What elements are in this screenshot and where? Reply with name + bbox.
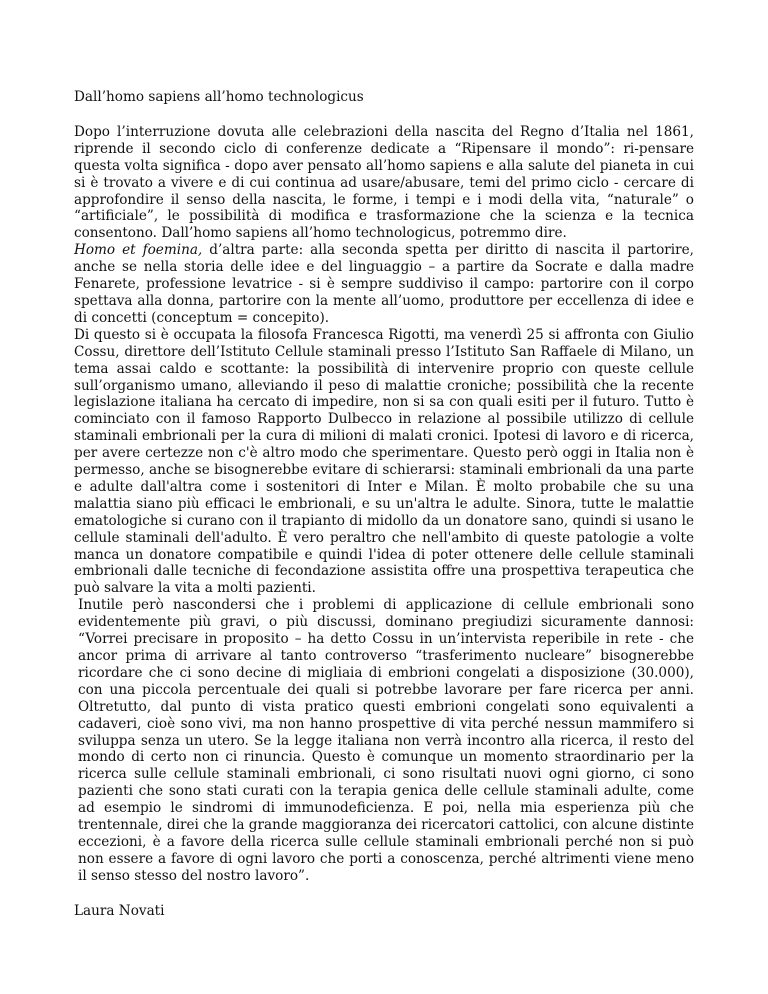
italic-phrase: Homo et foemina, xyxy=(74,242,203,259)
paragraph-cossu: Di questo si è occupata la filosofa Francesca Rigotti, ma venerdì 25 si affronta con Giulio Cossu, direttore dell’Istituto Cellule staminali presso l’Istituto San Raffaele di Milano, un tema assai caldo e scottante: la possibilità di intervenire proprio con queste cellule sull’organismo umano, alleviando il peso di malattie croniche; possibilità che la recente legislazione italiana ha cercato di impedire, non si sa con quali esiti per il futuro. Tutto è cominciato con il famoso Rapporto Dulbecco in relazione al possibile utilizzo di cellule staminali embrionali per la cura di milioni di malati cronici. Ipotesi di lavoro e di ricerca, per avere certezze non c'è altro modo che sperimentare. Questo però oggi in Italia non è permesso, anche se bisognerebbe evitare di schierarsi: staminali embrionali da una parte e adulte dall'altra come i sostenitori di Inter e Milan. È molto probabile che su una malattia siano più efficaci le embrionali, e su un'altra le adulte. Sinora, tutte le malattie ematologiche si curano con il trapianto di midollo da un donatore sano, quindi si usano le cellule staminali dell'adulto. È vero peraltro che nell'ambito di queste patologie a volte manca un donatore compatibile e quindi l'idea di poter ottenere delle cellule staminali embrionali dalle tecniche di fecondazione assistita offre una prospettiva terapeutica che può salvare la vita a molti pazienti. xyxy=(74,326,694,597)
document-page xyxy=(74,89,694,920)
document-title: Dall’homo sapiens all’homo technologicus xyxy=(74,89,364,105)
paragraph-intro: Dopo l’interruzione dovuta alle celebrazioni della nascita del Regno d’Italia nel 1861, riprende il secondo ciclo di conferenze dedicate a “Ripensare il mondo”: ri-pensare questa volta significa - dopo aver pensato all’homo sapiens e alla salute del pianeta in cui si è trovato a vivere e di cui continua ad usare/abusare, temi del primo ciclo - cercare di approfondire il senso della nascita, le forme, i tempi e i modi della vita, “naturale” o “artificiale”, le possibilità di modifica e trasformazione che la scienza e la tecnica consentono. Dall’homo sapiens all’homo technologicus, potremmo dire. xyxy=(74,123,694,242)
author-signature: Laura Novati xyxy=(74,902,165,919)
paragraph-quote: Inutile però nascondersi che i problemi di applicazione di cellule embrionali sono evidentemente più gravi, o più discussi, dominano pregiudizi sicuramente dannosi: “Vorrei precisare in proposito – ha detto Cossu in un’intervista reperibile in rete - che ancor prima di arrivare al tanto controverso “trasferimento nucleare” bisognerebbe ricordare che ci sono decine di migliaia di embrioni congelati a disposizione (30.000), con una piccola percentuale dei quali si potrebbe lavorare per fare ricerca per anni. Oltretutto, dal punto di vista pratico questi embrioni congelati sono equivalenti a cadaveri, cioè sono vivi, ma non hanno prospettive di vita perché nessun mammifero si sviluppa senza un utero. Se la legge italiana non verrà incontro alla ricerca, il resto del mondo di certo non ci rinuncia. Questo è comunque un momento straordinario per la ricerca sulle cellule staminali embrionali, ci sono risultati nuovi ogni giorno, ci sono pazienti che sono stati curati con la terapia genica delle cellule staminali adulte, come ad esempio le sindromi di immunodeficienza. E poi, nella mia esperienza più che trentennale, direi che la grande maggioranza dei ricercatori cattolici, con alcune distinte eccezioni, è a favore della ricerca sulle cellule staminali embrionali perché non si può non essere a favore di ogni lavoro che porti a conoscenza, perché altrimenti viene meno il senso stesso del nostro lavoro”. xyxy=(78,597,694,884)
paragraph-text: d’altra parte: alla seconda spetta per diritto di nascita il partorire, anche se nella storia delle idee e del linguaggio – a partire da Socrate e dalla madre Fenarete, professione levatrice - si è sempre suddiviso il campo: partorire con il corpo spettava alla donna, partorire con la mente all’uomo, produttore per eccellenza di idee e di concetti (conceptum = concepito). xyxy=(74,242,694,326)
paragraph-homo-et-foemina xyxy=(74,242,694,327)
